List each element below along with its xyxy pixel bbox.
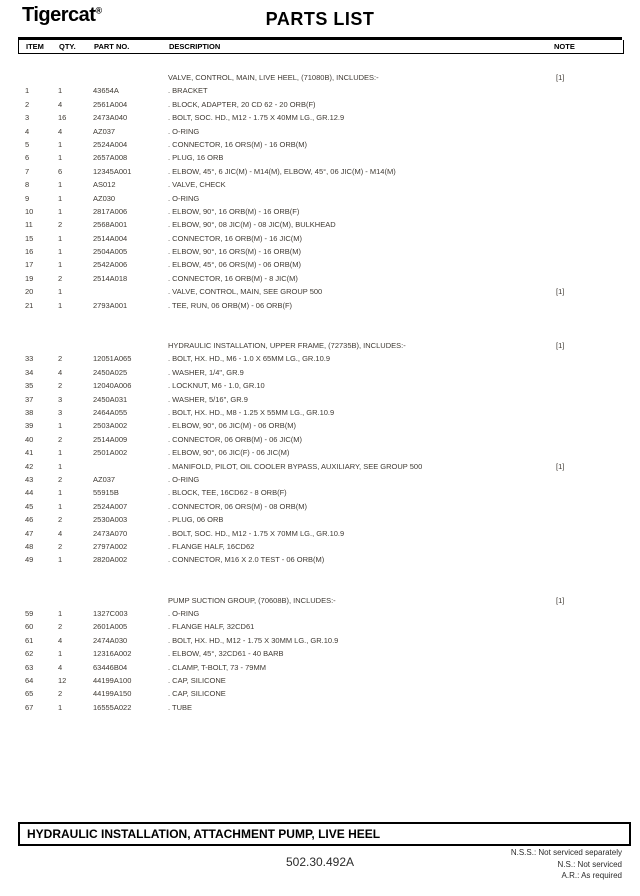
table-row: [18, 473, 622, 486]
brand-name: Tigercat: [22, 4, 96, 26]
cell-quantity: 2: [58, 474, 63, 484]
table-row: [18, 379, 622, 392]
table-row: [18, 460, 622, 473]
cell-note: [1]: [556, 461, 565, 471]
table-row: [18, 352, 622, 365]
parts-section: [18, 71, 622, 312]
cell-quantity: 1: [58, 421, 63, 431]
cell-description: . CONNECTOR, 16 ORS(M) - 16 ORB(M): [168, 139, 308, 149]
cell-quantity: 12: [58, 676, 67, 686]
cell-part-number: 2503A002: [93, 421, 128, 431]
cell-part-number: 2797A002: [93, 541, 128, 551]
table-row: [18, 138, 622, 151]
cell-item-number: 63: [25, 662, 34, 672]
cell-description: . BOLT, SOC. HD., M12 - 1.75 X 40MM LG., GR.12.9: [168, 113, 345, 123]
cell-description: . PLUG, 06 ORB: [168, 515, 224, 525]
drawing-title: HYDRAULIC INSTALLATION, ATTACHMENT PUMP, LIVE HEEL: [27, 827, 381, 841]
cell-item-number: 59: [25, 609, 34, 619]
cell-description: . ELBOW, 90°, 06 JIC(F) - 06 JIC(M): [168, 448, 290, 458]
cell-part-number: 12345A001: [93, 166, 132, 176]
cell-quantity: 1: [58, 233, 63, 243]
cell-part-number: 2504A005: [93, 247, 128, 257]
cell-part-number: 2561A004: [93, 99, 128, 109]
cell-item-number: 37: [25, 394, 34, 404]
cell-quantity: 2: [58, 273, 63, 283]
cell-description: . BOLT, HX. HD., M12 - 1.75 X 30MM LG., GR.10.9: [168, 635, 339, 645]
cell-description: . O-RING: [168, 126, 200, 136]
cell-quantity: 2: [58, 622, 63, 632]
cell-quantity: 1: [58, 86, 63, 96]
cell-item-number: 64: [25, 676, 34, 686]
cell-part-number: 12051A065: [93, 354, 132, 364]
cell-quantity: 2: [58, 689, 63, 699]
cell-item-number: 61: [25, 635, 34, 645]
cell-quantity: 1: [58, 193, 63, 203]
cell-item-number: 21: [25, 300, 34, 310]
cell-item-number: 60: [25, 622, 34, 632]
cell-quantity: 4: [58, 635, 63, 645]
cell-item-number: 45: [25, 501, 34, 511]
cell-quantity: 6: [58, 166, 63, 176]
cell-description: . O-RING: [168, 193, 200, 203]
cell-description: . PLUG, 16 ORB: [168, 153, 224, 163]
table-row: [18, 634, 622, 647]
cell-item-number: 6: [25, 153, 30, 163]
cell-part-number: 2501A002: [93, 448, 128, 458]
cell-description: . WASHER, 5/16", GR.9: [168, 394, 248, 404]
table-row: [18, 486, 622, 499]
cell-item-number: 49: [25, 555, 34, 565]
table-row: [18, 258, 622, 271]
cell-part-number: 2450A031: [93, 394, 128, 404]
cell-item-number: 40: [25, 434, 34, 444]
cell-description: . ELBOW, 90°, 16 ORS(M) - 16 ORB(M): [168, 247, 302, 257]
cell-quantity: 1: [58, 555, 63, 565]
table-row: [18, 647, 622, 660]
section-header-text: PUMP SUCTION GROUP, (70608B), INCLUDES:-: [168, 595, 336, 605]
cell-item-number: 8: [25, 180, 30, 190]
cell-quantity: 3: [58, 394, 63, 404]
section-header-note: [1]: [556, 341, 565, 351]
cell-part-number: AZ030: [93, 193, 116, 203]
cell-description: . VALVE, CONTROL, MAIN, SEE GROUP 500: [168, 287, 323, 297]
legend-ar: A.R.: As required: [561, 871, 622, 880]
cell-quantity: 1: [58, 247, 63, 257]
cell-item-number: 43: [25, 474, 34, 484]
cell-item-number: 16: [25, 247, 34, 257]
cell-description: . BOLT, HX. HD., M6 - 1.0 X 65MM LG., GR.10.9: [168, 354, 330, 364]
table-row: [18, 232, 622, 245]
cell-part-number: 2474A030: [93, 635, 128, 645]
cell-item-number: 5: [25, 139, 30, 149]
cell-quantity: 1: [58, 139, 63, 149]
cell-quantity: 2: [58, 515, 63, 525]
table-row: [18, 446, 622, 459]
cell-item-number: 1: [25, 86, 30, 96]
parts-table-body: [18, 66, 622, 714]
cell-description: . CONNECTOR, 16 ORB(M) - 8 JIC(M): [168, 273, 298, 283]
section-header-text: VALVE, CONTROL, MAIN, LIVE HEEL, (71080B), INCLUDES:-: [168, 73, 379, 82]
cell-item-number: 42: [25, 461, 34, 471]
table-row: [18, 406, 622, 419]
cell-description: . O-RING: [168, 609, 200, 619]
cell-item-number: 35: [25, 381, 34, 391]
column-header-qty: QTY.: [59, 42, 76, 51]
section-header-row: [18, 71, 622, 84]
cell-part-number: 16555A022: [93, 702, 132, 712]
table-row: [18, 178, 622, 191]
cell-item-number: 47: [25, 528, 34, 538]
cell-part-number: 2514A018: [93, 273, 128, 283]
cell-description: . FLANGE HALF, 16CD62: [168, 541, 255, 551]
cell-part-number: AZ037: [93, 474, 116, 484]
cell-description: . BOLT, SOC. HD., M12 - 1.75 X 70MM LG., GR.10.9: [168, 528, 345, 538]
table-row: [18, 500, 622, 513]
cell-part-number: 2820A002: [93, 555, 128, 565]
cell-part-number: 2601A005: [93, 622, 128, 632]
table-row: [18, 151, 622, 164]
cell-item-number: 19: [25, 273, 34, 283]
cell-description: . ELBOW, 90°, 06 JIC(M) - 06 ORB(M): [168, 421, 297, 431]
parts-section: [18, 594, 622, 715]
table-row: [18, 285, 622, 298]
cell-part-number: 2530A003: [93, 515, 128, 525]
cell-description: . MANIFOLD, PILOT, OIL COOLER BYPASS, AUXILIARY, SEE GROUP 500: [168, 461, 423, 471]
cell-part-number: 12040A006: [93, 381, 132, 391]
cell-quantity: 3: [58, 407, 63, 417]
drawing-title-box: [18, 822, 631, 846]
cell-part-number: 63446B04: [93, 662, 128, 672]
cell-part-number: 2450A025: [93, 367, 128, 377]
cell-part-number: 2793A001: [93, 300, 128, 310]
cell-item-number: 15: [25, 233, 34, 243]
column-header-note: NOTE: [554, 42, 575, 51]
table-row: [18, 125, 622, 138]
cell-description: . CLAMP, T-BOLT, 73 - 79MM: [168, 662, 266, 672]
cell-item-number: 65: [25, 689, 34, 699]
cell-item-number: 48: [25, 541, 34, 551]
column-header-item: ITEM: [26, 42, 44, 51]
table-row: [18, 419, 622, 432]
table-row: [18, 513, 622, 526]
cell-part-number: 2514A004: [93, 233, 128, 243]
cell-item-number: 39: [25, 421, 34, 431]
cell-quantity: 1: [58, 461, 63, 471]
cell-quantity: 1: [58, 300, 63, 310]
cell-part-number: 2524A004: [93, 139, 128, 149]
cell-description: . ELBOW, 45°, 06 ORS(M) - 06 ORB(M): [168, 260, 302, 270]
cell-item-number: 2: [25, 99, 30, 109]
cell-part-number: 2473A070: [93, 528, 128, 538]
cell-description: . TUBE: [168, 702, 193, 712]
cell-description: . CONNECTOR, 16 ORB(M) - 16 JIC(M): [168, 233, 303, 243]
cell-part-number: AS012: [93, 180, 116, 190]
legend-ns: N.S.: Not serviced: [557, 859, 622, 869]
table-row: [18, 607, 622, 620]
table-row: [18, 205, 622, 218]
cell-description: . BLOCK, ADAPTER, 20 CD 62 - 20 ORB(F): [168, 99, 316, 109]
cell-part-number: 2568A001: [93, 220, 128, 230]
cell-quantity: 1: [58, 488, 63, 498]
table-row: [18, 687, 622, 700]
cell-quantity: 1: [58, 702, 63, 712]
cell-item-number: 3: [25, 113, 30, 123]
cell-description: . O-RING: [168, 474, 200, 484]
table-row: [18, 393, 622, 406]
cell-item-number: 44: [25, 488, 34, 498]
cell-description: . ELBOW, 45°, 32CD61 - 40 BARB: [168, 649, 284, 659]
cell-description: . BOLT, HX. HD., M8 - 1.25 X 55MM LG., GR.10.9: [168, 407, 335, 417]
cell-description: . CONNECTOR, 06 ORB(M) - 06 JIC(M): [168, 434, 303, 444]
cell-item-number: 41: [25, 448, 34, 458]
cell-item-number: 46: [25, 515, 34, 525]
table-row: [18, 218, 622, 231]
cell-item-number: 9: [25, 193, 30, 203]
cell-quantity: 2: [58, 354, 63, 364]
cell-item-number: 20: [25, 287, 34, 297]
cell-quantity: 1: [58, 609, 63, 619]
cell-quantity: 16: [58, 113, 67, 123]
section-header-text: HYDRAULIC INSTALLATION, UPPER FRAME, (72735B), INCLUDES:-: [168, 341, 406, 351]
cell-quantity: 2: [58, 541, 63, 551]
cell-description: . CONNECTOR, M16 X 2.0 TEST - 06 ORB(M): [168, 555, 325, 565]
table-row: [18, 272, 622, 285]
cell-item-number: 7: [25, 166, 30, 176]
cell-part-number: 2542A006: [93, 260, 128, 270]
column-header-description: DESCRIPTION: [169, 42, 221, 51]
cell-item-number: 17: [25, 260, 34, 270]
cell-part-number: AZ037: [93, 126, 116, 136]
table-row: [18, 366, 622, 379]
parts-section: [18, 339, 622, 567]
cell-part-number: 2473A040: [93, 113, 128, 123]
cell-quantity: 1: [58, 501, 63, 511]
table-row: [18, 165, 622, 178]
document-number: 502.30.492A: [285, 855, 355, 869]
registered-trademark-symbol: ®: [95, 5, 103, 16]
cell-item-number: 4: [25, 126, 30, 136]
cell-description: . WASHER, 1/4", GR.9: [168, 367, 244, 377]
cell-item-number: 11: [25, 220, 33, 230]
cell-item-number: 10: [25, 206, 34, 216]
cell-description: . FLANGE HALF, 32CD61: [168, 622, 255, 632]
page-title: PARTS LIST: [265, 9, 375, 29]
cell-quantity: 2: [58, 381, 63, 391]
table-row: [18, 433, 622, 446]
section-header-note: [1]: [556, 73, 565, 82]
cell-item-number: 33: [25, 354, 34, 364]
section-header-row: [18, 339, 622, 352]
cell-quantity: 2: [58, 434, 63, 444]
cell-quantity: 1: [58, 260, 63, 270]
cell-quantity: 1: [58, 287, 63, 297]
table-row: [18, 245, 622, 258]
cell-quantity: 4: [58, 662, 63, 672]
cell-part-number: 2524A007: [93, 501, 128, 511]
table-row: [18, 192, 622, 205]
cell-quantity: 2: [58, 220, 63, 230]
cell-description: . ELBOW, 45°, 6 JIC(M) - M14(M), ELBOW, 45°, 06 JIC(M) - M14(M): [168, 166, 396, 176]
cell-part-number: 1327C003: [93, 609, 128, 619]
cell-part-number: 2657A008: [93, 153, 128, 163]
cell-description: . BLOCK, TEE, 16CD62 - 8 ORB(F): [168, 488, 287, 498]
cell-quantity: 1: [58, 180, 63, 190]
table-row: [18, 620, 622, 633]
table-row: [18, 540, 622, 553]
cell-quantity: 1: [58, 649, 63, 659]
cell-description: . CAP, SILICONE: [168, 676, 226, 686]
cell-part-number: 12316A002: [93, 649, 132, 659]
table-row: [18, 299, 622, 312]
cell-description: . TEE, RUN, 06 ORB(M) - 06 ORB(F): [168, 300, 293, 310]
table-row: [18, 661, 622, 674]
table-row: [18, 674, 622, 687]
cell-part-number: 2514A009: [93, 434, 128, 444]
cell-item-number: 67: [25, 702, 34, 712]
cell-quantity: 4: [58, 126, 63, 136]
section-header-row: [18, 594, 622, 607]
column-header-part-no: PART NO.: [94, 42, 130, 51]
cell-quantity: 4: [58, 367, 63, 377]
cell-part-number: 44199A100: [93, 676, 132, 686]
cell-part-number: 2817A006: [93, 206, 128, 216]
section-header-note: [1]: [556, 595, 565, 605]
cell-description: . ELBOW, 90°, 08 JIC(M) - 08 JIC(M), BULKHEAD: [168, 220, 336, 230]
cell-part-number: 2464A055: [93, 407, 128, 417]
table-row: [18, 84, 622, 97]
cell-item-number: 62: [25, 649, 34, 659]
cell-part-number: 55915B: [93, 488, 119, 498]
cell-item-number: 34: [25, 367, 34, 377]
table-row: [18, 98, 622, 111]
cell-note: [1]: [556, 287, 565, 297]
table-row: [18, 701, 622, 714]
cell-quantity: 1: [58, 153, 63, 163]
cell-part-number: 43654A: [93, 86, 119, 96]
cell-description: . CONNECTOR, 06 ORS(M) - 08 ORB(M): [168, 501, 308, 511]
table-row: [18, 111, 622, 124]
cell-description: . VALVE, CHECK: [168, 180, 226, 190]
cell-quantity: 1: [58, 206, 63, 216]
cell-quantity: 4: [58, 99, 63, 109]
cell-part-number: 44199A150: [93, 689, 132, 699]
cell-description: . BRACKET: [168, 86, 208, 96]
cell-item-number: 38: [25, 407, 34, 417]
table-row: [18, 553, 622, 566]
cell-description: . ELBOW, 90°, 16 ORB(M) - 16 ORB(F): [168, 206, 300, 216]
table-row: [18, 527, 622, 540]
table-column-header-row: [18, 40, 624, 54]
cell-description: . LOCKNUT, M6 - 1.0, GR.10: [168, 381, 265, 391]
cell-description: . CAP, SILICONE: [168, 689, 226, 699]
cell-quantity: 1: [58, 448, 63, 458]
legend-nss: N.S.S.: Not serviced separately: [510, 848, 622, 857]
cell-quantity: 4: [58, 528, 63, 538]
